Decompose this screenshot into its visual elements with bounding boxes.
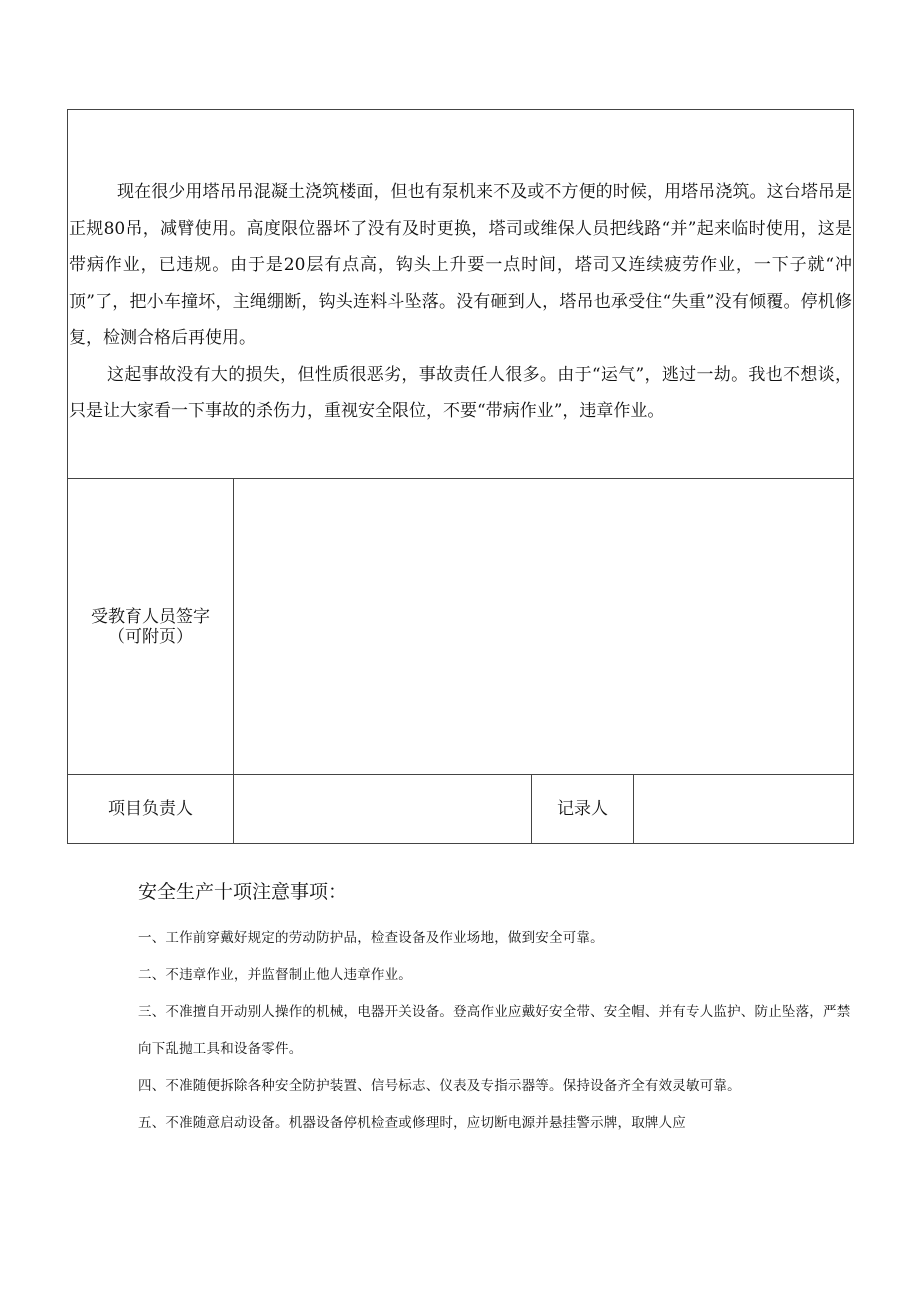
- safety-note-item-5: 五、不准随意启动设备。机器设备停机检查或修理时，应切断电源并悬挂警示牌，取牌人应: [138, 1115, 686, 1131]
- safety-note-item-4: 四、不准随便拆除各种安全防护装置、信号标志、仪表及专指示器等。保持设备齐全有效灵敏可靠。: [138, 1078, 741, 1094]
- safety-education-form: [67, 109, 854, 844]
- narrative-paragraph-1: 现在很少用塔吊吊混凝土浇筑楼面，但也有泵机来不及或不方便的时候，用塔吊浇筑。这台塔吊是正规80吊，减臂使用。高度限位器坏了没有及时更换，塔司或维保人员把线路“并”起来临时使用，这是带病作业，已违规。由于是20层有点高，钩头上升要一点时间，塔司又连续疲劳作业，一下子就“冲顶”了，把小车撞坏，主绳绷断，钩头连料斗坠落。没有砸到人，塔吊也承受住“失重”没有倾覆。停机修复，检测合格后再使用。: [69, 182, 853, 348]
- recorder-field[interactable]: [634, 775, 854, 844]
- signature-label: 受教育人员签字: [91, 606, 210, 627]
- safety-note-item-2: 二、不违章作业，并监督制止他人违章作业。: [138, 967, 412, 983]
- signature-field[interactable]: [234, 479, 854, 775]
- safety-note-item-1: 一、工作前穿戴好规定的劳动防护品，检查设备及作业场地，做到安全可靠。: [138, 930, 604, 946]
- safety-note-item-3: 三、不准擅自开动别人操作的机械，电器开关设备。登高作业应戴好安全带、安全帽、并有专人监护、防止坠落，严禁向下乱抛工具和设备零件。: [138, 1004, 851, 1057]
- accident-narrative: [68, 110, 853, 430]
- signature-label-cell: [68, 479, 234, 775]
- narrative-paragraph-2: 这起事故没有大的损失，但性质很恶劣，事故责任人很多。由于“运气”，逃过一劫。我也不想谈，只是让大家看一下事故的杀伤力，重视安全限位，不要“带病作业”，违章作业。: [69, 364, 853, 421]
- safety-notes: [138, 878, 853, 1142]
- accident-narrative-cell: [68, 110, 854, 479]
- project-manager-field[interactable]: [234, 775, 532, 844]
- safety-notes-title: 安全生产十项注意事项：: [138, 881, 348, 903]
- recorder-label: 记录人: [532, 775, 634, 844]
- signature-sublabel: （可附页）: [108, 626, 193, 647]
- project-manager-label: 项目负责人: [68, 775, 234, 844]
